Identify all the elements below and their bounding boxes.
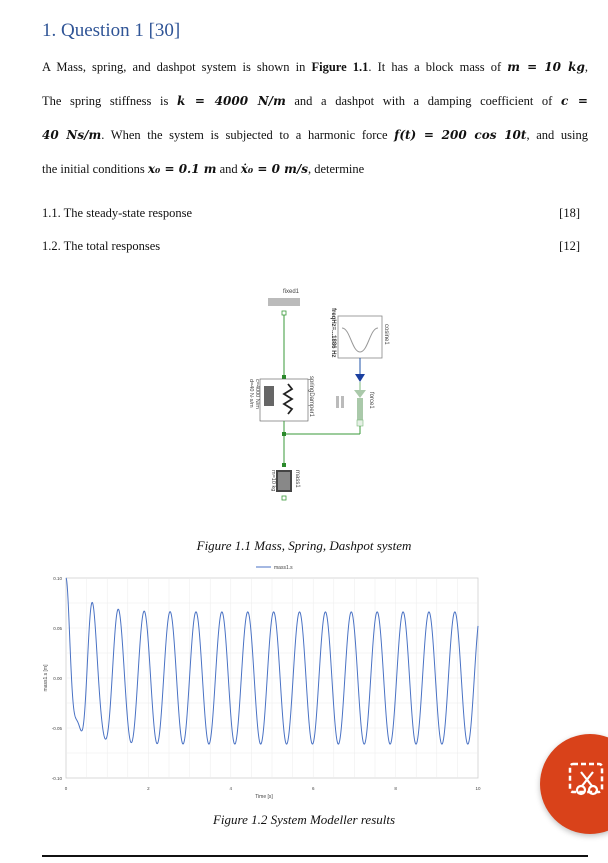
- figure-1-caption: Figure 1.1 Mass, Spring, Dashpot system: [196, 538, 412, 553]
- fixed-label: fixed1: [283, 289, 300, 295]
- paragraph-line-2: The spring stiffness is k = 4000 N/m and a dashpot with a damping coefficient of c =: [42, 94, 588, 108]
- page-bottom-rule: [42, 855, 588, 857]
- item-1-marks: [18]: [559, 206, 580, 220]
- cosine-label: cosine1: [383, 324, 389, 345]
- y-tick-label: 0.00: [53, 676, 62, 681]
- freq-label: freqHz=...1886 Hz: [330, 308, 336, 358]
- y-tick-label: 0.05: [53, 626, 62, 631]
- item-2-marks: [12]: [559, 239, 580, 253]
- x-tick-label: 4: [229, 786, 233, 791]
- spring-params: c=4000 N/m: [254, 379, 260, 409]
- damper-body: [264, 386, 274, 406]
- spring-coil: [284, 384, 292, 414]
- x-tick-label: 10: [475, 786, 481, 791]
- figure-2-caption: Figure 1.2 System Modeller results: [212, 812, 396, 827]
- item-2-label: 1.2. The total responses: [42, 239, 161, 253]
- x-tick-label: 6: [311, 786, 315, 791]
- paragraph-line-4: the initial conditions x₀ = 0.1 m and ẋ₀ = 0 m/s, determine: [42, 162, 365, 176]
- displacement-chart: [38, 558, 488, 803]
- x-tick-label: 2: [147, 786, 150, 791]
- y-tick-label: 0.10: [53, 576, 62, 581]
- spring-label: springDamper1: [308, 376, 314, 418]
- mass-label: mass1: [294, 470, 300, 488]
- x-tick-label: 8: [394, 786, 397, 791]
- paragraph-line-1: A Mass, spring, and dashpot system is shown in Figure 1.1. It has a block mass of m = 10 kg,: [42, 60, 588, 74]
- chart-grid: [66, 578, 478, 778]
- paragraph-line-3: 40 Ns/m. When the system is subjected to a harmonic force f(t) = 200 cos 10t, and using: [42, 128, 589, 142]
- y-axis-label: mass1.s [m]: [43, 664, 49, 692]
- mass-param: m=10 kg: [270, 470, 276, 492]
- scissors-snip-icon: [566, 760, 606, 800]
- force-label: force1: [368, 392, 374, 409]
- y-tick-labels: [52, 576, 63, 781]
- force-arrow: [354, 390, 366, 398]
- mass-spring-dashpot-diagram: [240, 284, 400, 514]
- x-tick-labels: [65, 786, 481, 791]
- item-1-label: 1.1. The steady-state response: [42, 206, 193, 220]
- y-tick-label: -0.10: [51, 776, 62, 781]
- y-tick-label: -0.05: [51, 726, 62, 731]
- x-axis-label: Time [s]: [255, 794, 273, 800]
- question-heading: 1. Question 1 [30]: [42, 20, 181, 41]
- legend-label: mass1.s: [274, 565, 293, 571]
- x-tick-label: 0: [64, 786, 68, 791]
- damper-params: d=40 N·s/m: [248, 379, 254, 408]
- fixed-block: [268, 298, 300, 306]
- signal-arrow: [355, 374, 365, 382]
